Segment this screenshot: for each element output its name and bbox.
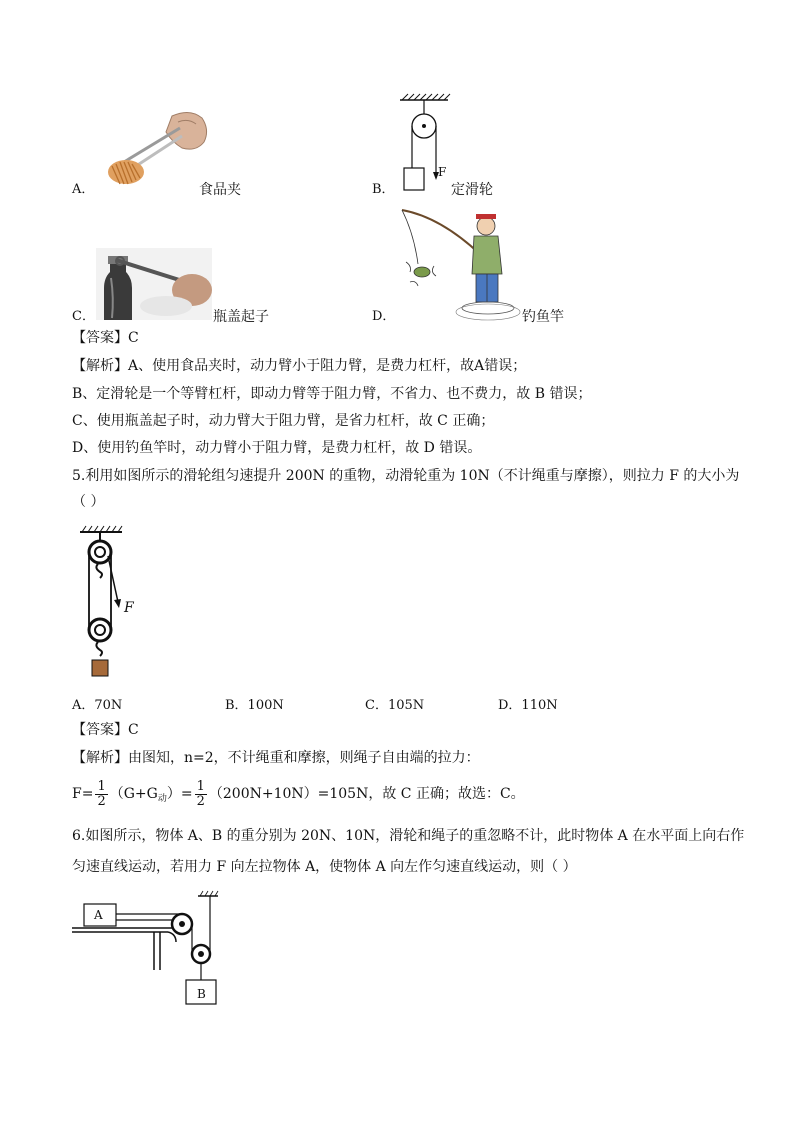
formula-lhs: F=: [72, 786, 94, 802]
q5-option-d: D．110N: [498, 698, 558, 713]
option-c-caption: 瓶盖起子: [213, 309, 269, 325]
fishing-rod-image: [396, 204, 520, 326]
option-a-caption: 食品夹: [199, 182, 241, 198]
option-b-letter: B．: [372, 182, 395, 197]
option-d-caption: 钓鱼竿: [522, 309, 564, 325]
option-a-letter: A．: [72, 182, 95, 197]
q4-analysis-line-1: 【解析】A、使用食品夹时，动力臂小于阻力臂，是费力杠杆，故A错误；: [72, 358, 527, 374]
food-tongs-image: [102, 108, 210, 192]
fraction-one-half-2: $\frac{1}{2}$: [196, 778, 205, 809]
q5-option-a: A．70N: [72, 698, 123, 713]
formula-part2: （200N+10N）=105N，故 C 正确；故选：C。: [208, 786, 525, 802]
formula-subscript: 动: [157, 794, 167, 804]
option-d-letter: D．: [372, 309, 396, 324]
q5-formula: [72, 778, 525, 815]
q5-option-c: C．105N: [365, 698, 425, 713]
q6-stem-line-2: 匀速直线运动，若用力 F 向左拉物体 A，使物体 A 向左作匀速直线运动，则（ ）: [72, 859, 577, 875]
fraction-one-half: $\frac{1}{2}$: [97, 778, 106, 809]
pulley-block-diagram: [72, 526, 152, 682]
block-a-label: A: [94, 908, 103, 922]
q4-analysis-line-2: B、定滑轮是一个等臂杠杆，即动力臂等于阻力臂，不省力、也不费力，故 B 错误；: [72, 386, 592, 402]
q4-analysis-line-4: D、使用钓鱼竿时，动力臂小于阻力臂，是费力杠杆，故 D 错误。: [72, 440, 482, 456]
bottle-opener-image: [96, 248, 212, 320]
pulley-force-label: F: [438, 165, 447, 179]
q5-stem-line-1: 5.利用如图所示的滑轮组匀速提升 200N 的重物，动滑轮重为 10N（不计绳重与摩擦），则拉力 F 的大小为: [72, 468, 740, 484]
formula-part1-close: ）=: [166, 786, 193, 802]
option-c-letter: C．: [72, 309, 95, 324]
q6-stem-line-1: 6.如图所示，物体 A、B 的重分别为 20N、10N，滑轮和绳子的重忽略不计，此时物体 A 在水平面上向右作: [72, 828, 745, 844]
q4-analysis-line-3: C、使用瓶盖起子时，动力臂大于阻力臂，是省力杠杆，故 C 正确；: [72, 413, 495, 429]
q4-answer: 【答案】C: [72, 330, 139, 346]
option-b-caption: 定滑轮: [451, 182, 493, 198]
formula-part1: （G+G: [109, 786, 158, 802]
block-b-label: B: [197, 987, 206, 1001]
q5-analysis-line-1: 【解析】由图知，n=2，不计绳重和摩擦，则绳子自由端的拉力：: [72, 750, 480, 766]
q5-stem-line-2: （ ）: [72, 494, 105, 510]
q5-answer: 【答案】C: [72, 722, 139, 738]
q5-option-b: B．100N: [225, 698, 284, 713]
q5-force-label: F: [124, 600, 134, 616]
